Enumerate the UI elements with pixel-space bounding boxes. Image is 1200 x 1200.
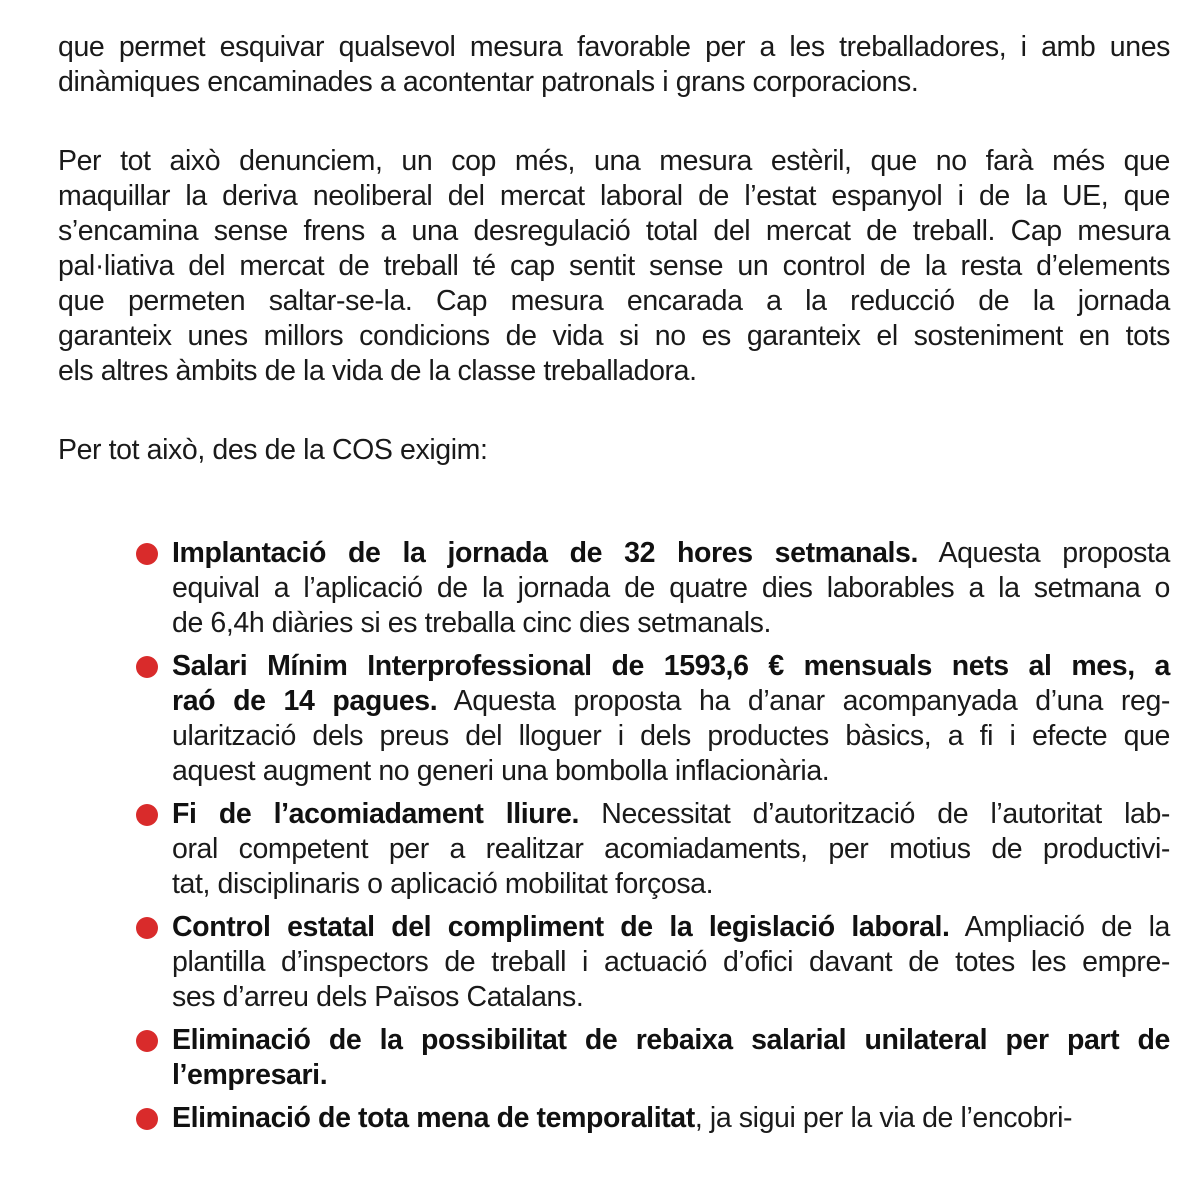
demand-item <box>172 649 1170 789</box>
demand-text: Ampliació de la <box>949 911 1170 943</box>
demand-text: equival a l’aplicació de la jornada de quatre dies laborables a la setmana o <box>172 572 1170 604</box>
demand-text: plantilla d’inspectors de treball i actuació d’ofici davant de totes les empre- <box>172 946 1170 978</box>
paragraph-line: que permet esquivar qualsevol mesura favorable per a les treballadores, i amb unes <box>58 31 1170 63</box>
demand-line <box>172 606 1170 641</box>
demand-line <box>172 980 1170 1015</box>
paragraph-line: que permeten saltar-se-la. Cap mesura encarada a la reducció de la jornada <box>58 285 1170 317</box>
demand-title: Control estatal del compliment de la legislació laboral. <box>172 911 950 943</box>
demand-line <box>172 684 1170 719</box>
demand-item <box>172 797 1170 902</box>
demand-title: raó de 14 pagues. <box>172 685 438 717</box>
bullet-icon <box>136 1108 158 1130</box>
paragraph-denunciation <box>58 144 1170 389</box>
demand-text: de 6,4h diàries si es treballa cinc dies setmanals. <box>172 607 772 639</box>
bullet-icon <box>136 917 158 939</box>
paragraph-line: els altres àmbits de la vida de la classe treballadora. <box>58 355 697 387</box>
paragraph-line: s’encamina sense frens a una desregulació total del mercat de treball. Cap mesura <box>58 215 1170 247</box>
demand-title: Salari Mínim Interprofessional de 1593,6 € mensuals nets al mes, a <box>172 650 1170 682</box>
demand-text: Aquesta proposta ha d’anar acompanyada d’una reg- <box>437 685 1171 717</box>
paragraph-line: Per tot això denunciem, un cop més, una mesura estèril, que no farà més que <box>58 145 1170 177</box>
demand-line <box>172 1058 1170 1093</box>
document-body <box>58 30 1170 510</box>
demand-text: , ja sigui per la via de l’encobri- <box>694 1102 1073 1134</box>
demand-line <box>172 536 1170 571</box>
demand-line <box>172 649 1170 684</box>
demand-title: l’empresari. <box>172 1059 328 1091</box>
demand-line <box>172 797 1170 832</box>
demand-text: tat, disciplinaris o aplicació mobilitat forçosa. <box>172 868 714 900</box>
demand-line <box>172 719 1170 754</box>
demand-line <box>172 867 1170 902</box>
bullet-icon <box>136 656 158 678</box>
demand-text: Aquesta proposta <box>918 537 1170 569</box>
demand-item <box>172 910 1170 1015</box>
demand-title: Fi de l’acomiadament lliure. <box>172 798 579 830</box>
paragraph-line: dinàmiques encaminades a acontentar patronals i grans corporacions. <box>58 66 919 98</box>
demand-line <box>172 832 1170 867</box>
paragraph-demands-intro <box>58 433 1170 468</box>
demand-item <box>172 1101 1170 1136</box>
demand-item <box>172 1023 1170 1093</box>
paragraph-line: pal·liativa del mercat de treball té cap sentit sense un control de la resta d’elements <box>58 250 1170 282</box>
paragraph-line: garanteix unes millors condicions de vida si no es garanteix el sosteniment en tots <box>58 320 1170 352</box>
demand-text: aquest augment no generi una bombolla inflacionària. <box>172 755 830 787</box>
demand-line <box>172 754 1170 789</box>
demand-text: ularització dels preus del lloguer i dels productes bàsics, a fi i efecte que <box>172 720 1170 752</box>
demand-line <box>172 571 1170 606</box>
demand-text: ses d’arreu dels Països Catalans. <box>172 981 584 1013</box>
demand-title: Eliminació de la possibilitat de rebaixa salarial unilateral per part de <box>172 1024 1170 1056</box>
bullet-icon <box>136 543 158 565</box>
paragraph-line: maquillar la deriva neoliberal del mercat laboral de l’estat espanyol i de la UE, que <box>58 180 1170 212</box>
paragraph-intro <box>58 30 1170 100</box>
demand-line <box>172 910 1170 945</box>
demand-item <box>172 536 1170 641</box>
demand-line <box>172 1101 1170 1136</box>
bullet-icon <box>136 804 158 826</box>
demand-line <box>172 945 1170 980</box>
demand-line <box>172 1023 1170 1058</box>
demand-title: Eliminació de tota mena de temporalitat <box>172 1102 695 1134</box>
demand-text: Necessitat d’autorització de l’autoritat lab- <box>578 798 1170 830</box>
demand-title: Implantació de la jornada de 32 hores setmanals. <box>172 537 919 569</box>
paragraph-line: Per tot això, des de la COS exigim: <box>58 434 488 466</box>
bullet-icon <box>136 1030 158 1052</box>
demand-text: oral competent per a realitzar acomiadaments, per motius de productivi- <box>172 833 1170 865</box>
demands-list <box>172 536 1170 1144</box>
